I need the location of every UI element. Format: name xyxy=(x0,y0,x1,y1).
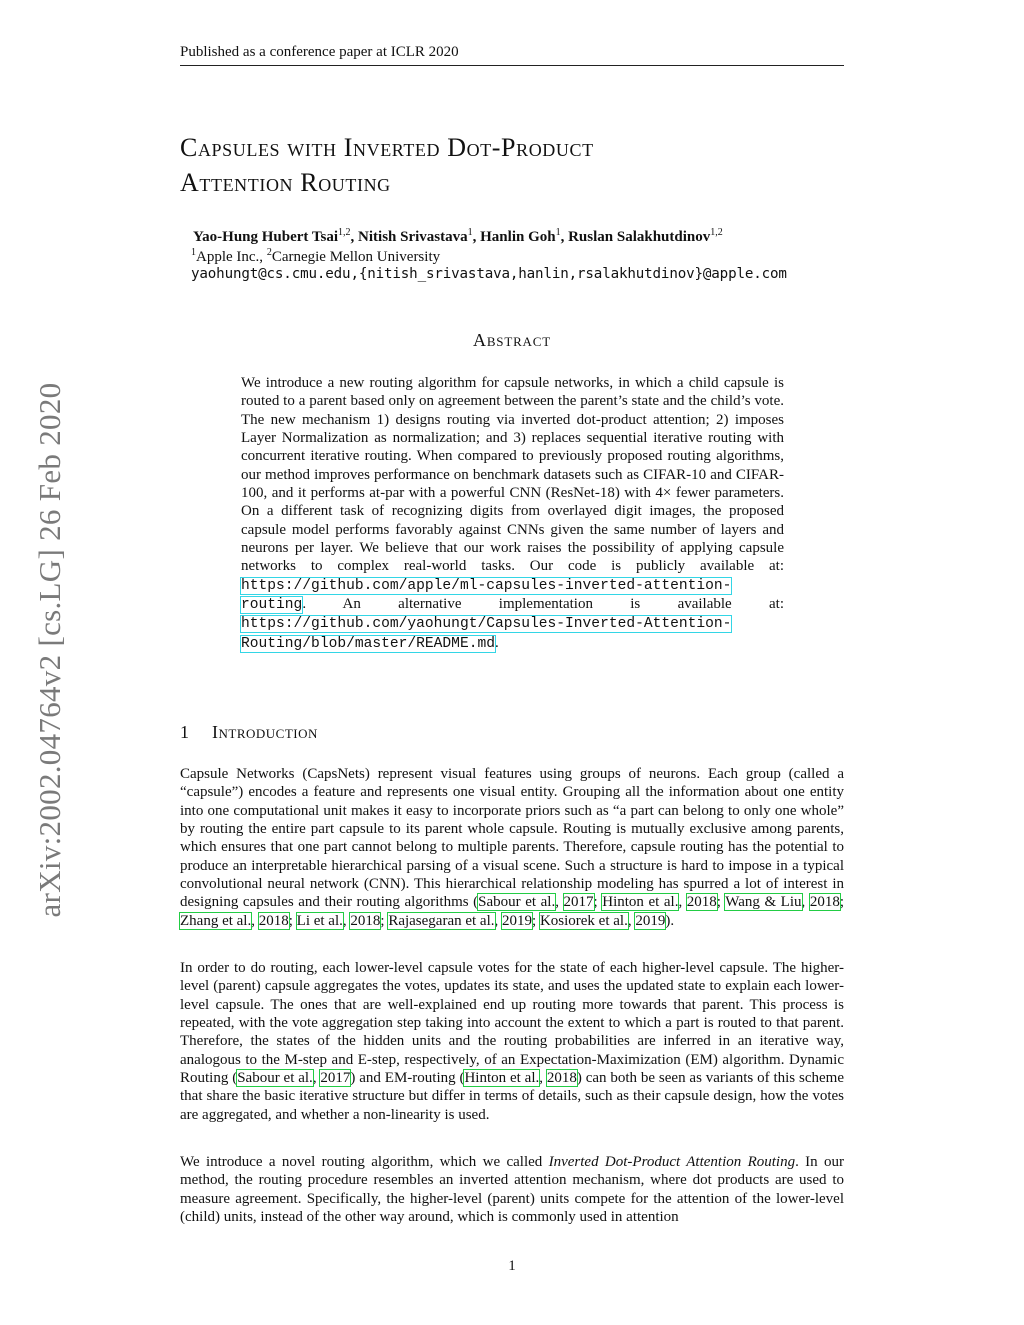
author-emails: yaohungt@cs.cmu.edu,{nitish_srivastava,hanlin,rsalakhutdinov}@apple.com xyxy=(191,266,787,282)
citation-zhang-2018[interactable]: Zhang et al. xyxy=(180,912,252,929)
intro-paragraph-2: In order to do routing, each lower-level capsule votes for the state of each higher-level capsule. The higher-level (parent) capsule aggregates the votes, updates its state, and uses the updated state to explain each lower-level capsule. The ones that are well-explained end up routing more towards that parent. This process is repeated, with the vote aggregation step taking into account the extent to which a part is routed to that parent. Therefore, the states of the hidden units and the routing probabilities are inferred in an iterative way, analogous to the M-step and E-step, respectively, of an Expectation-Maximization (EM) algorithm. Dynamic Routing (Sabour et al., 2017) and EM-routing (Hinton et al., 2018) can both be seen as variants of this scheme that share the basic iterative structure but differ in terms of details, such as their capsule design, how the votes are aggregated, and whether a non-linearity is used. xyxy=(180,960,844,1123)
citation-hinton-2018-year[interactable]: 2018 xyxy=(546,1070,577,1087)
semi: ; xyxy=(288,912,297,929)
citation-kosiorek-2019-year[interactable]: 2019 xyxy=(635,912,666,929)
affil-2-marker: 2 xyxy=(266,247,272,258)
abstract-heading: Abstract xyxy=(473,330,551,350)
affiliations xyxy=(191,247,440,266)
para3-text-1: We introduce a novel routing algorithm, which we called xyxy=(180,1154,549,1170)
citation-sabour-2017-year[interactable]: 2017 xyxy=(320,1070,351,1087)
citation-li-2018[interactable]: Li et al. xyxy=(296,912,343,929)
sep: , xyxy=(251,912,259,929)
author-3-affil: 1 xyxy=(555,227,561,238)
sep: , xyxy=(494,912,503,929)
author-2-affil: 1 xyxy=(467,227,473,238)
section-title: Introduction xyxy=(212,722,318,742)
citation-li-2018-year[interactable]: 2018 xyxy=(350,912,381,929)
section-heading-introduction xyxy=(180,722,318,743)
affil-1: Apple Inc., xyxy=(196,249,267,265)
page-number: 1 xyxy=(508,1258,516,1274)
author-3: , Hanlin Goh xyxy=(472,229,556,245)
arxiv-stamp-text: arXiv:2002.04764v2 [cs.LG] 26 Feb 2020 xyxy=(32,382,67,918)
section-number: 1 xyxy=(180,722,190,742)
citation-sabour-2017[interactable]: Sabour et al. xyxy=(478,894,556,911)
method-name: Inverted Dot-Product Attention Routing xyxy=(548,1154,796,1170)
semi: ; xyxy=(593,894,603,911)
semi: ; xyxy=(839,894,845,911)
semi: ; xyxy=(716,894,726,911)
title-line-1: Capsules with Inverted Dot-Product xyxy=(180,133,594,162)
author-list xyxy=(193,227,723,246)
sep: , xyxy=(801,894,810,911)
intro-paragraph-1 xyxy=(180,765,844,930)
affil-2: Carnegie Mellon University xyxy=(271,249,441,265)
para3-text-2: . In our method, the routing procedure resembles an inverted attention mechanism, where dot products are used to measure agreement. Specifically, the higher-level (parent) units compete for the attention of the lower-level (child) units, instead of the other way around, which is commonly used in attention xyxy=(180,1154,844,1226)
code-link-official[interactable]: https://github.com/apple/ml-capsules-inverted-attention-routing xyxy=(241,577,732,614)
author-4: , Ruslan Salakhutdinov xyxy=(560,229,711,245)
para2-text-2: ) and EM-routing ( xyxy=(350,1070,465,1087)
author-4-affil: 1,2 xyxy=(710,227,723,238)
title-line-2: Attention Routing xyxy=(180,168,391,197)
para1-end: ). xyxy=(665,912,675,929)
para2-text-1: In order to do routing, each lower-level capsule votes for the state of each higher-level capsule. The higher-level (parent) capsule aggregates the votes, updates its state, and uses the updated state to explain each lower-level capsule. The ones that are well-explained end up routing more towards that parent. This process is repeated, with the vote aggregation step taking into account the extent to which a part is routed to that parent. Therefore, the states of the hidden units and the routing probabilities are inferred in an iterative way, analogous to the M-step and E-step, respectively, of an Expectation-Maximization (EM) algorithm. Dynamic Routing ( xyxy=(180,960,844,1087)
sep: , xyxy=(342,912,351,929)
citation-hinton-2018[interactable]: Hinton et al. xyxy=(602,894,679,911)
sep: , xyxy=(627,912,636,929)
citation-rajasegaran-2019[interactable]: Rajasegaran et al. xyxy=(388,912,495,929)
citation-wang-liu-2018[interactable]: Wang & Liu xyxy=(725,894,802,911)
author-2: , Nitish Srivastava xyxy=(350,229,468,245)
citation-sabour-2017[interactable]: Sabour et al. xyxy=(237,1070,313,1087)
sep: , xyxy=(555,894,564,911)
para2-text-3: ) can both be seen as variants of this scheme that share the basic iterative structure but differ in terms of details, such as their capsule design, how the votes are aggregated, and whether a non-linearity is used. xyxy=(180,1070,844,1123)
affil-1-marker: 1 xyxy=(191,247,196,258)
sep: , xyxy=(678,894,687,911)
abstract-text-3: . xyxy=(494,634,499,651)
abstract-text-1: We introduce a new routing algorithm for capsule networks, in which a child capsule is routed to a parent based only on agreement between the parent’s state and the child’s vote. The new mechanism 1) designs routing via inverted dot-product attention; 2) imposes Layer Normalization as normalization; and 3) replaces sequential iterative routing with concurrent iterative routing. When compared to previously proposed routing algorithms, our method improves performance on benchmark datasets such as CIFAR-10 and CIFAR-100, and it performs at-par with a powerful CNN (ResNet-18) with 4× fewer parameters. On a different task of recognizing digits from overlayed digit images, the proposed capsule model performs favorably against CNNs given the same number of layers and neurons per layer. We believe that our work raises the possibility of applying capsule networks to complex real-world tasks. Our code is publicly available at: xyxy=(241,375,784,575)
code-link-alternative[interactable]: https://github.com/yaohungt/Capsules-Inverted-Attention-Routing/blob/master/README.md xyxy=(241,616,732,652)
citation-rajasegaran-2019-year[interactable]: 2019 xyxy=(502,912,533,929)
intro-paragraph-3 xyxy=(180,1153,844,1226)
citation-sabour-2017-year[interactable]: 2017 xyxy=(563,894,594,911)
semi: ; xyxy=(532,912,540,929)
citation-hinton-2018-year[interactable]: 2018 xyxy=(686,894,717,911)
abstract-body xyxy=(241,374,784,653)
running-header: Published as a conference paper at ICLR 2020 xyxy=(180,44,459,60)
author-1: Yao-Hung Hubert Tsai xyxy=(193,229,339,245)
citation-wang-liu-2018-year[interactable]: 2018 xyxy=(809,894,840,911)
author-1-affil: 1,2 xyxy=(338,227,351,238)
citation-zhang-2018-year[interactable]: 2018 xyxy=(258,912,289,929)
citation-hinton-2018[interactable]: Hinton et al. xyxy=(464,1070,540,1087)
header-rule xyxy=(180,65,844,66)
semi: ; xyxy=(380,912,389,929)
paper-title xyxy=(180,130,844,200)
citation-kosiorek-2019[interactable]: Kosiorek et al. xyxy=(539,912,628,929)
abstract-text-2: . An alternative implementation is available at: xyxy=(302,596,784,613)
para1-text: Capsule Networks (CapsNets) represent visual features using groups of neurons. Each group (called a “capsule”) encodes a feature and represents one visual entity. Grouping all the information about one entity into one computational unit makes it easy to incorporate priors such as “a part can belong to only one whole” by routing the entire part capsule to its parent whole capsule. Routing is mutually exclusive among parents, which ensures that one part cannot belong to multiple parents. Therefore, capsule routing has the potential to produce an interpretable hierarchical parsing of a visual scene. Such a structure is hard to impose in a typical convolutional neural network (CNN). This hierarchical relationship modeling has spurred a lot of interest in designing capsules and their routing algorithms ( xyxy=(180,766,844,911)
